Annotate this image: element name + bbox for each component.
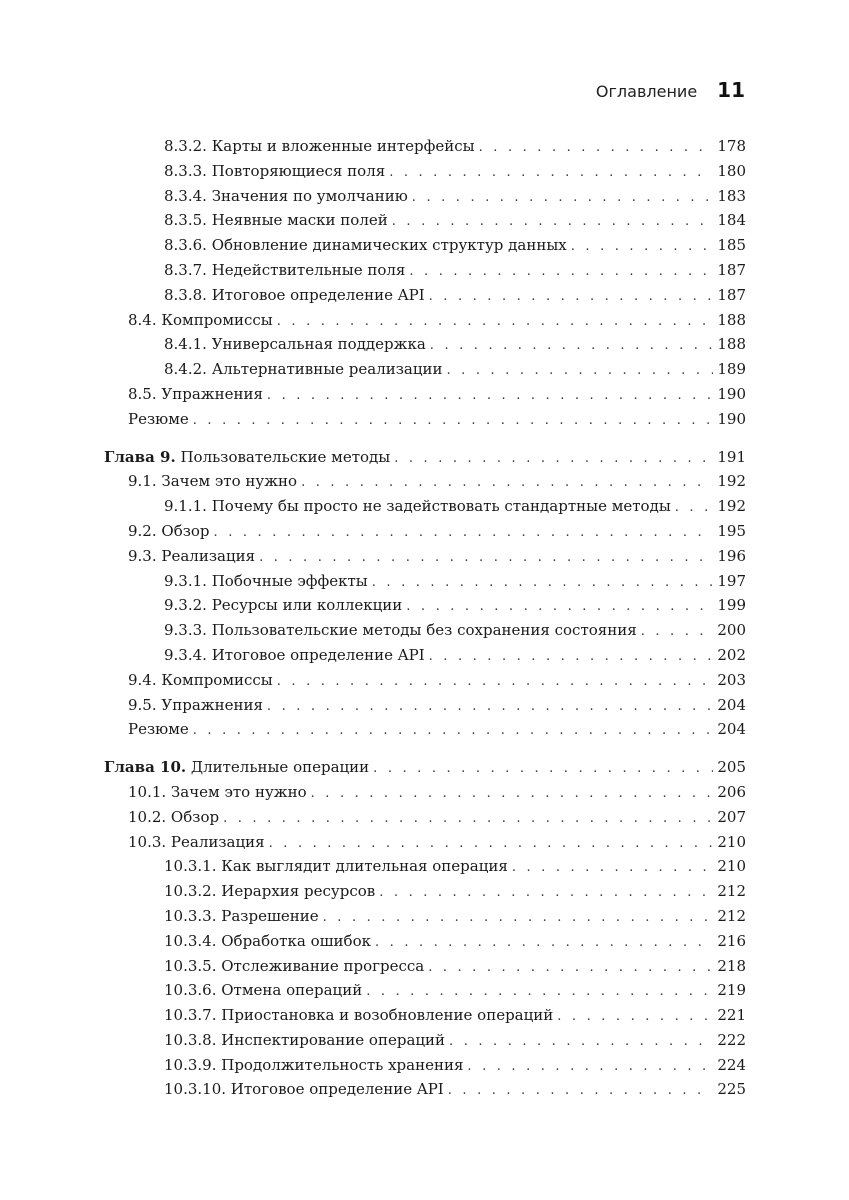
toc-entry-text: 10.2. Обзор: [128, 807, 220, 826]
dot-leader: [675, 496, 714, 521]
toc-entry-title: [128, 519, 210, 544]
toc-entry[interactable]: [104, 233, 746, 258]
toc-entry[interactable]: [104, 904, 746, 929]
toc-entry[interactable]: [104, 643, 746, 668]
toc-page-number: 202: [717, 645, 746, 664]
toc-entry-title: [164, 1028, 445, 1053]
toc-entry-title: [164, 283, 425, 308]
dot-leader: [311, 782, 714, 807]
toc-page-number: 218: [717, 956, 746, 975]
toc-entry-text: 9.3.4. Итоговое определение API: [164, 645, 425, 664]
toc-entry-title: [164, 643, 425, 668]
toc-entry-title: [164, 929, 371, 954]
page-number: 11: [717, 78, 745, 102]
toc-chapter-label: Глава 9.: [104, 447, 176, 466]
toc-page-number: 187: [717, 260, 746, 279]
toc-entry[interactable]: [104, 382, 746, 407]
toc-entry[interactable]: [104, 805, 746, 830]
toc-entry-text: 10.3. Реализация: [128, 832, 265, 851]
toc-page-number: 196: [717, 546, 746, 565]
dot-leader: [193, 719, 714, 744]
toc-chapter-entry[interactable]: [104, 755, 746, 780]
toc-page-number: 224: [717, 1055, 746, 1074]
toc-entry-title: [164, 1003, 553, 1028]
dot-leader: [428, 956, 713, 981]
toc-entry-text: Резюме: [128, 720, 189, 739]
toc-entry-title: [164, 593, 402, 618]
dot-leader: [269, 832, 714, 857]
toc-page-number: 188: [717, 335, 746, 354]
toc-page-number: 192: [717, 472, 746, 491]
toc-page-number: 199: [717, 596, 746, 615]
toc-entry[interactable]: [104, 854, 746, 879]
toc-entry-text: 9.3.3. Пользовательские методы без сохранения состояния: [164, 621, 637, 640]
toc-page-number: 216: [717, 931, 746, 950]
toc-page-number: 219: [717, 981, 746, 1000]
toc-entry-text: 10.3.1. Как выглядит длительная операция: [164, 857, 508, 876]
toc-page-number: 192: [717, 497, 746, 516]
toc-page-number: 225: [717, 1080, 746, 1099]
toc-entry-title: [164, 159, 385, 184]
toc-entry-title: [128, 407, 189, 432]
toc-entry-text: 10.3.9. Продолжительность хранения: [164, 1055, 464, 1074]
toc-entry-text: 9.3.1. Побочные эффекты: [164, 571, 368, 590]
toc-entry-text: 8.3.5. Неявные маски полей: [164, 211, 388, 230]
toc-entry-title: [164, 233, 567, 258]
toc-page-number: 197: [717, 571, 746, 590]
dot-leader: [372, 571, 714, 596]
dot-leader: [223, 807, 713, 832]
dot-leader: [448, 1079, 714, 1104]
dot-leader: [392, 210, 714, 235]
toc-page-number: 210: [717, 857, 746, 876]
toc-entry-text: 10.3.3. Разрешение: [164, 906, 319, 925]
running-header: [596, 78, 745, 102]
toc-entry-text: 9.3. Реализация: [128, 546, 256, 565]
toc-entry-text: 8.5. Упражнения: [128, 384, 263, 403]
dot-leader: [193, 409, 714, 434]
toc-entry-title: [164, 258, 405, 283]
toc-entry-text: 8.4. Компромиссы: [128, 310, 273, 329]
toc-page-number: 183: [717, 186, 746, 205]
toc-entry-text: 8.4.1. Универсальная поддержка: [164, 335, 426, 354]
dot-leader: [412, 186, 714, 211]
toc-entry-title: [164, 954, 424, 979]
toc-entry-title: [164, 978, 362, 1003]
dot-leader: [214, 521, 714, 546]
toc-page-number: 184: [717, 211, 746, 230]
toc-entry-text: 9.5. Упражнения: [128, 695, 263, 714]
toc-entry-text: Длительные операции: [190, 758, 370, 777]
toc-entry-title: [164, 904, 319, 929]
dot-leader: [406, 595, 713, 620]
toc-entry-title: [164, 618, 637, 643]
toc-entry[interactable]: [104, 494, 746, 519]
toc-entry-text: 8.3.2. Карты и вложенные интерфейсы: [164, 137, 475, 155]
toc-entry[interactable]: [104, 693, 746, 718]
toc-entry-title: [164, 357, 443, 382]
toc-page-number: 203: [717, 670, 746, 689]
toc-page-number: 222: [717, 1030, 746, 1049]
toc-entry[interactable]: [104, 593, 746, 618]
toc-entry-title: [164, 1077, 444, 1102]
toc-entry[interactable]: [104, 978, 746, 1003]
toc-entry-title: [164, 494, 671, 519]
toc-entry-text: 10.3.8. Инспектирование операций: [164, 1030, 446, 1049]
toc-entry[interactable]: [104, 184, 746, 209]
toc-entry-title: [128, 780, 307, 805]
dot-leader: [467, 1055, 713, 1080]
toc-entry-text: 9.3.2. Ресурсы или коллекции: [164, 596, 403, 615]
toc-entry[interactable]: [104, 618, 746, 643]
toc-entry[interactable]: [104, 308, 746, 333]
toc-entry-text: 8.3.7. Недействительные поля: [164, 260, 406, 279]
toc-page-number: 180: [717, 161, 746, 180]
toc-entry[interactable]: [104, 544, 746, 569]
toc-entry[interactable]: [104, 519, 746, 544]
toc-entry[interactable]: [104, 407, 746, 432]
toc-entry-title: [128, 830, 265, 855]
toc-page-number: 185: [717, 236, 746, 255]
dot-leader: [394, 447, 713, 472]
toc-entry-title: [164, 208, 388, 233]
toc-entry[interactable]: [104, 159, 746, 184]
toc-page-number: 207: [717, 807, 746, 826]
dot-leader: [389, 161, 713, 186]
toc-entry-title: [164, 134, 475, 159]
toc-entry[interactable]: [104, 283, 746, 308]
toc-entry[interactable]: [104, 879, 746, 904]
toc-entry-text: 10.3.10. Итоговое определение API: [164, 1080, 444, 1099]
toc-page-number: 205: [717, 758, 746, 777]
toc-entry[interactable]: [104, 134, 746, 159]
dot-leader: [429, 285, 714, 310]
toc-entry-title: [164, 854, 508, 879]
dot-leader: [375, 931, 713, 956]
toc-entry-text: Резюме: [128, 409, 189, 428]
dot-leader: [641, 620, 714, 645]
toc-entry-title: [128, 308, 273, 333]
toc-entry-title: [164, 879, 375, 904]
toc-entry[interactable]: [104, 780, 746, 805]
dot-leader: [366, 980, 713, 1005]
toc-entry-text: 9.2. Обзор: [128, 521, 210, 540]
dot-leader: [571, 235, 714, 260]
dot-leader: [277, 310, 714, 335]
dot-leader: [301, 471, 713, 496]
running-header-title: Оглавление: [595, 82, 698, 101]
toc-entry[interactable]: [104, 1053, 746, 1078]
table-of-contents: [104, 134, 746, 1102]
toc-entry[interactable]: [104, 569, 746, 594]
toc-page-number: 206: [717, 782, 746, 801]
toc-page-number: 204: [717, 720, 746, 739]
toc-page-number: 187: [717, 285, 746, 304]
toc-entry-title: [128, 805, 219, 830]
toc-entry-text: 10.3.6. Отмена операций: [164, 981, 363, 1000]
toc-entry[interactable]: [104, 1028, 746, 1053]
toc-chapter-label: Глава 10.: [104, 758, 187, 777]
toc-page-number: 190: [717, 384, 746, 403]
toc-entry-text: 9.4. Компромиссы: [128, 670, 273, 689]
toc-entry-text: Пользовательские методы: [180, 447, 391, 466]
toc-entry-title: [128, 717, 189, 742]
toc-page-number: 190: [717, 409, 746, 428]
toc-page-number: 191: [717, 447, 746, 466]
dot-leader: [447, 359, 714, 384]
toc-entry-text: 10.3.4. Обработка ошибок: [164, 931, 371, 950]
toc-entry[interactable]: [104, 469, 746, 494]
dot-leader: [323, 906, 714, 931]
toc-entry[interactable]: [104, 929, 746, 954]
dot-leader: [479, 136, 714, 161]
toc-page-number: 212: [717, 906, 746, 925]
toc-entry[interactable]: [104, 668, 746, 693]
toc-entry-title: [164, 332, 426, 357]
toc-entry[interactable]: [104, 717, 746, 742]
toc-entry[interactable]: [104, 1077, 746, 1102]
toc-entry-text: 8.4.2. Альтернативные реализации: [164, 360, 443, 379]
toc-entry-title: [128, 693, 263, 718]
toc-page-number: 200: [717, 621, 746, 640]
dot-leader: [277, 670, 714, 695]
toc-entry-text: 9.1. Зачем это нужно: [128, 472, 298, 491]
toc-page-number: 204: [717, 695, 746, 714]
dot-leader: [259, 546, 713, 571]
toc-entry[interactable]: [104, 1003, 746, 1028]
dot-leader: [557, 1005, 713, 1030]
toc-entry-title: [128, 382, 263, 407]
toc-entry-title: [128, 668, 273, 693]
toc-page-number: 210: [717, 832, 746, 851]
toc-entry[interactable]: [104, 357, 746, 382]
toc-entry-text: 8.3.4. Значения по умолчанию: [164, 186, 408, 205]
dot-leader: [430, 334, 714, 359]
toc-entry-text: 9.1.1. Почему бы просто не задействовать стандартные методы: [164, 497, 671, 516]
toc-page-number: 189: [717, 360, 746, 379]
dot-leader: [512, 856, 714, 881]
toc-entry-text: 10.3.2. Иерархия ресурсов: [164, 882, 376, 901]
toc-page-number: 221: [717, 1006, 746, 1025]
toc-entry-title: [164, 1053, 463, 1078]
toc-chapter-entry[interactable]: [104, 445, 746, 470]
toc-entry-title: [128, 544, 255, 569]
toc-entry-text: 10.3.7. Приостановка и возобновление операций: [164, 1006, 554, 1025]
dot-leader: [449, 1030, 713, 1055]
toc-entry-title: [104, 755, 369, 780]
toc-entry-title: [164, 569, 368, 594]
dot-leader: [409, 260, 713, 285]
toc-entry-text: 8.3.8. Итоговое определение API: [164, 285, 425, 304]
toc-entry-text: 8.3.6. Обновление динамических структур данных: [164, 236, 567, 255]
toc-entry[interactable]: [104, 954, 746, 979]
toc-entry[interactable]: [104, 332, 746, 357]
dot-leader: [373, 757, 713, 782]
dot-leader: [429, 645, 714, 670]
toc-entry[interactable]: [104, 208, 746, 233]
toc-page-number: 178: [717, 137, 746, 155]
toc-entry-text: 10.3.5. Отслеживание прогресса: [164, 956, 425, 975]
toc-page-number: 195: [717, 521, 746, 540]
toc-page-number: 188: [717, 310, 746, 329]
dot-leader: [267, 384, 713, 409]
toc-entry[interactable]: [104, 258, 746, 283]
dot-leader: [267, 695, 713, 720]
toc-page-number: 212: [717, 882, 746, 901]
dot-leader: [379, 881, 713, 906]
toc-entry-title: [128, 469, 297, 494]
toc-entry[interactable]: [104, 830, 746, 855]
toc-entry-text: 10.1. Зачем это нужно: [128, 782, 307, 801]
toc-entry-title: [164, 184, 408, 209]
toc-entry-text: 8.3.3. Повторяющиеся поля: [164, 161, 386, 180]
toc-entry-title: [104, 445, 390, 470]
